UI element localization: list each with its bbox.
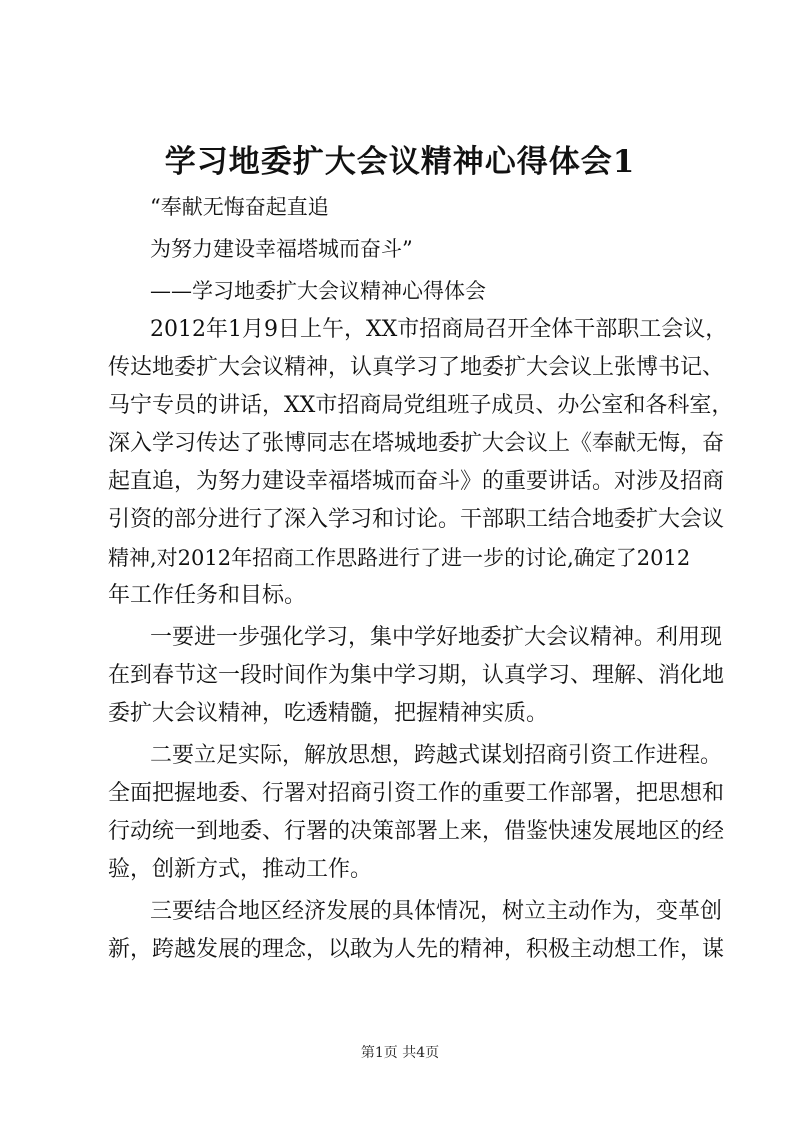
paragraph-line: 精神,对2012年招商工作思路进行了进一步的讨论,确定了2012 — [108, 546, 691, 570]
paragraph-line: 传达地委扩大会议精神，认真学习了地委扩大会议上张博书记、 — [108, 355, 725, 380]
intro-line: 为努力建设幸福塔城而奋斗” — [150, 237, 413, 261]
paragraph-line: 行动统一到地委、行署的决策部署上来，借鉴快速发展地区的经 — [108, 819, 725, 844]
paragraph-line: 起直追，为努力建设幸福塔城而奋斗》的重要讲话。对涉及招商 — [108, 469, 725, 494]
paragraph-line: 在到春节这一段时间作为集中学习期，认真学习、理解、消化地 — [108, 663, 725, 688]
document-title: 学习地委扩大会议精神心得体会1 — [164, 144, 636, 180]
paragraph-line: 三要结合地区经济发展的具体情况，树立主动作为，变革创 — [150, 899, 723, 924]
paragraph-line: 年工作任务和目标。 — [108, 583, 307, 608]
intro-line: ——学习地委扩大会议精神心得体会 — [150, 279, 486, 303]
paragraph-line: 验，创新方式，推动工作。 — [108, 857, 373, 882]
paragraph-line: 马宁专员的讲话，XX市招商局党组班子成员、办公室和各科室， — [108, 393, 734, 418]
paragraph-line: 委扩大会议精神，吃透精髓，把握精神实质。 — [108, 701, 549, 726]
paragraph-line: 2012年1月9日上午，XX市招商局召开全体干部职工会议， — [150, 317, 728, 342]
intro-line: “奉献无悔奋起直追 — [150, 195, 329, 219]
paragraph-line: 全面把握地委、行署对招商引资工作的重要工作部署，把思想和 — [108, 781, 725, 806]
paragraph-line: 新，跨越发展的理念，以敢为人先的精神，积极主动想工作，谋 — [108, 937, 725, 962]
paragraph-line: 二要立足实际，解放思想，跨越式谋划招商引资工作进程。 — [150, 743, 723, 768]
paragraph-line: 一要进一步强化学习，集中学好地委扩大会议精神。利用现 — [150, 625, 723, 650]
paragraph-line: 深入学习传达了张博同志在塔城地委扩大会议上《奉献无悔，奋 — [108, 431, 725, 456]
page-footer: 第1页 共4页 — [360, 1045, 440, 1061]
paragraph-line: 引资的部分进行了深入学习和讨论。干部职工结合地委扩大会议 — [108, 507, 725, 532]
